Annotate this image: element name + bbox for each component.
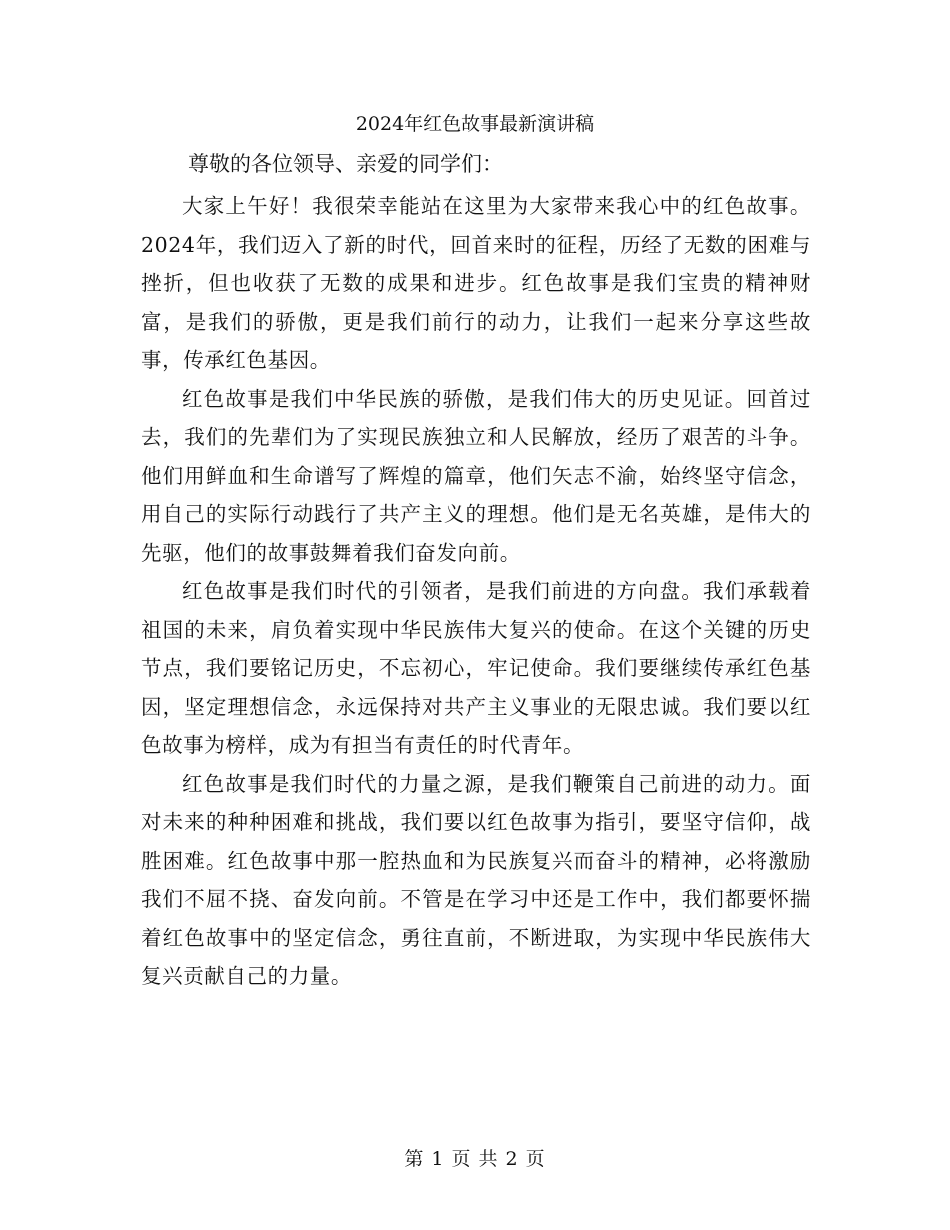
paragraph: 红色故事是我们中华民族的骄傲，是我们伟大的历史见证。回首过去，我们的先辈们为了实现民族独立和人民解放，经历了艰苦的斗争。他们用鲜血和生命谱写了辉煌的篇章，他们矢志不渝，始终坚守信念，用自己的实际行动践行了共产主义的理想。他们是无名英雄，是伟大的先驱，他们的故事鼓舞着我们奋发向前。 (141, 386, 811, 565)
document-body (141, 187, 811, 996)
paragraph: 红色故事是我们时代的力量之源，是我们鞭策自己前进的动力。面对未来的种种困难和挑战，我们要以红色故事为指引，要坚守信仰，战胜困难。红色故事中那一腔热血和为民族复兴而奋斗的精神，必将激励我们不屈不挠、奋发向前。不管是在学习中还是工作中，我们都要怀揣着红色故事中的坚定信念，勇往直前，不断进取，为实现中华民族伟大复兴贡献自己的力量。 (141, 771, 811, 988)
salutation: 尊敬的各位领导、亲爱的同学们： (188, 152, 503, 176)
document-title: 2024年红色故事最新演讲稿 (355, 113, 595, 135)
paragraph: 红色故事是我们时代的引领者，是我们前进的方向盘。我们承载着祖国的未来，肩负着实现中华民族伟大复兴的使命。在这个关键的历史节点，我们要铭记历史，不忘初心，牢记使命。我们要继续传承红色基因，坚定理想信念，永远保持对共产主义事业的无限忠诚。我们要以红色故事为榜样，成为有担当有责任的时代青年。 (141, 579, 811, 757)
page-number: 第 1 页 共 2 页 (404, 1148, 546, 1170)
paragraph: 大家上午好！我很荣幸能站在这里为大家带来我心中的红色故事。2024年，我们迈入了新的时代，回首来时的征程，历经了无数的困难与挫折，但也收获了无数的成果和进步。红色故事是我们宝贵的精神财富，是我们的骄傲，更是我们前行的动力，让我们一起来分享这些故事，传承红色基因。 (141, 194, 811, 372)
